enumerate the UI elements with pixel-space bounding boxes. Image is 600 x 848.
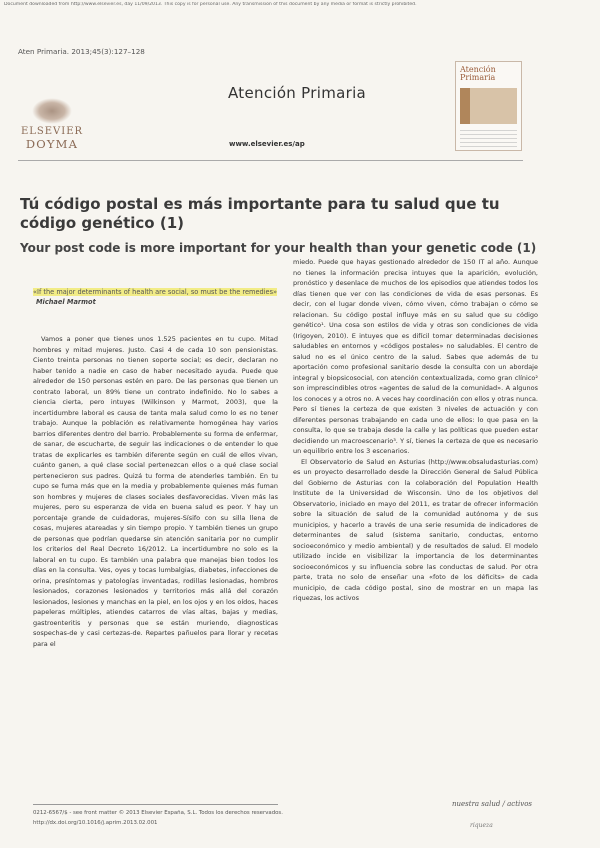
cover-title: Atención Primaria	[460, 65, 496, 82]
cover-image-band	[460, 88, 517, 124]
journal-citation: Aten Primaria. 2013;45(3):127–128	[18, 47, 145, 56]
doi-link[interactable]: http://dx.doi.org/10.1016/j.aprim.2013.02.001	[33, 820, 158, 826]
paragraph: Vamos a poner que tienes unos 1.525 pacientes en tu cupo. Mitad hombres y mitad mujeres. Justo. Casi 4 de cada 10 son pensionistas. Ciento treinta personas no tienen soporte social; es decir, declaran no haber tenido a nadie en caso de haber necesitado ayuda. Puede que alrededor de 150 personas estén en paro. De las personas que tienen un contrato laboral, un 89% tiene un contrato indefinido. No lo sabes a ciencia cierta, pero intuyes (Wilkinson y Marmot, 2003), que la incertidumbre laboral es causa de tanta mala salud como lo es no tener trabajo. Aunque la población es relativamente homogénea hay varios barrios diferentes dentro del barrio. Probablemente su forma de enfermar, de sanar, de escucharte, de seguir las indicaciones o de entender lo que tratas de explicarles es también diferente según en cuál de ellos vivan, cuánto ganen, a qué clase social pertenezcan ellos o a qué clase social pertenecieron sus padres. Quizá tu forma de atenderles también. En tu cupo se fuma más que en la media y probablemente quienes más fuman son hombres y mujeres de clases sociales desfavorecidas. Viven más las mujeres, pero su esperanza de vida en buena salud es peor. Y hay un porcentaje grande de cuidadoras, mujeres-Sísifo con su silla llena de cosas, mujeres atareadas y sin tiempo propio. Y también tienes un grupo de personas que podrían quedarse sin atención sanitaria por no cumplir los criterios del Real Decreto 16/2012. La incertidumbre no solo es la laboral en tu cupo. Es también una palabra que manejas bien todos los días en la consulta. Ves, oyes y tocas lumbalgias, diabetes, infecciones de orina, presíntomas y patologías inventadas, rodillas lesionadas, hombros lesionados, corazones lesionados y territorios más allá del corazón lesionados, lesiones y manchas en la piel, en los ojos y en los oídos, haces papeleras múltiples, atiendes catarros de vías altas, bajas y medias, gastroenteritis y personas que se están muriendo, diagnosticas sospechas-de y casi certezas-de. Repartes pañuelos para llorar y recetas para el	[33, 335, 278, 648]
epigraph-author: Michael Marmot	[36, 298, 96, 306]
epigraph	[33, 287, 278, 307]
body-column-right	[293, 257, 538, 604]
publisher-name: ELSEVIER	[20, 126, 84, 137]
paragraph: El Observatorio de Salud en Asturias (http://www.obsaludasturias.com) es un proyecto desarrollado desde la Dirección General de Salud Pública del Gobierno de Asturias con la colaboración del Population Health Institute de la Universidad de Wisconsin. Uno de los objetivos del Observatorio, iniciado en mayo del 2011, es tratar de ofrecer información sobre la situación de salud de la comunidad autónoma y de sus municipios, y hacerlo a través de una serie resumida de indicadores de determinantes de salud (sistema sanitario, conductas, entorno socioeconómico y medio ambiental) y de resultados de salud. El modelo utilizado incide en visibilizar la importancia de los determinantes socioeconómicos y su influencia sobre las conductas de salud. Por otra parte, trata no solo de enseñar una «foto de los déficits» de cada municipio, de cada código postal, sino de mostrar en un mapa las riquezas, los activos	[293, 457, 538, 602]
copyright-line: 0212-6567/$ - see front matter © 2013 Elsevier España, S.L. Todos los derechos reservados.	[33, 810, 283, 816]
body-column-left	[33, 334, 278, 649]
epigraph-text: «If the major determinants of health are social, so must be the remedies»	[33, 288, 278, 296]
journal-cover-thumbnail	[455, 61, 522, 151]
handwritten-note: riqueza	[470, 822, 493, 829]
handwritten-note: nuestra salud / activos	[452, 800, 533, 808]
footer	[33, 808, 293, 828]
publisher-subname: DOYMA	[25, 137, 79, 151]
publisher-logo	[18, 98, 86, 151]
paragraph: miedo. Puede que hayas gestionado alrededor de 150 IT al año. Aunque no tienes la información precisa intuyes que la aparición, evolución, pronóstico y desenlace de muchos de los episodios que atiendes todos los días tienen que ver con las condiciones de vida de esas personas. Es decir, con el lugar donde viven, cómo viven, cómo trabajan o cómo se relacionan. Su código postal influye más en su salud que su código genético¹. Una cosa son estilos de vida y otras son condiciones de vida (Irigoyen, 2010). E intuyes que es difícil tomar determinadas decisiones saludables en entornos y «códigos postales» no saludables. El centro de salud no es el único centro de la salud. Sabes que además de tu aportación como profesional sanitario desde la consulta con un abordaje integral y biopsicosocial, con atención contextualizada, como gran clínico² son imprescindibles otros «agentes de salud de la comunidad». A algunos los conoces y a otros no. A veces hay coordinación con ellos y otras nunca. Pero sí tienes la certeza de que existen 3 niveles de actuación y con diferentes personas trabajando en cada uno de ellos: lo que pasa en la consulta, lo que se trabaja desde la calle y las políticas que pueden estar decidiendo un macroescenario³. Y sí, tienes la certeza de que es necesario un equilibrio entre los 3 escenarios.	[293, 258, 538, 455]
journal-title: Atención Primaria	[228, 84, 367, 102]
download-notice: Document downloaded from http://www.elsevier.es, day 11/09/2013. This copy is for personal use. Any transmission of this document by any media or format is strictly prohibited.	[4, 2, 417, 7]
journal-url[interactable]: www.elsevier.es/ap	[229, 140, 305, 148]
cover-text-lines	[460, 130, 517, 150]
footer-divider	[33, 804, 278, 805]
header-divider	[18, 160, 523, 161]
elsevier-tree-icon	[32, 98, 72, 124]
article-title-english: Your post code is more important for your health than your genetic code (1)	[20, 241, 537, 255]
article-title-spanish: Tú código postal es más importante para tu salud que tu código genético (1)	[20, 195, 500, 232]
